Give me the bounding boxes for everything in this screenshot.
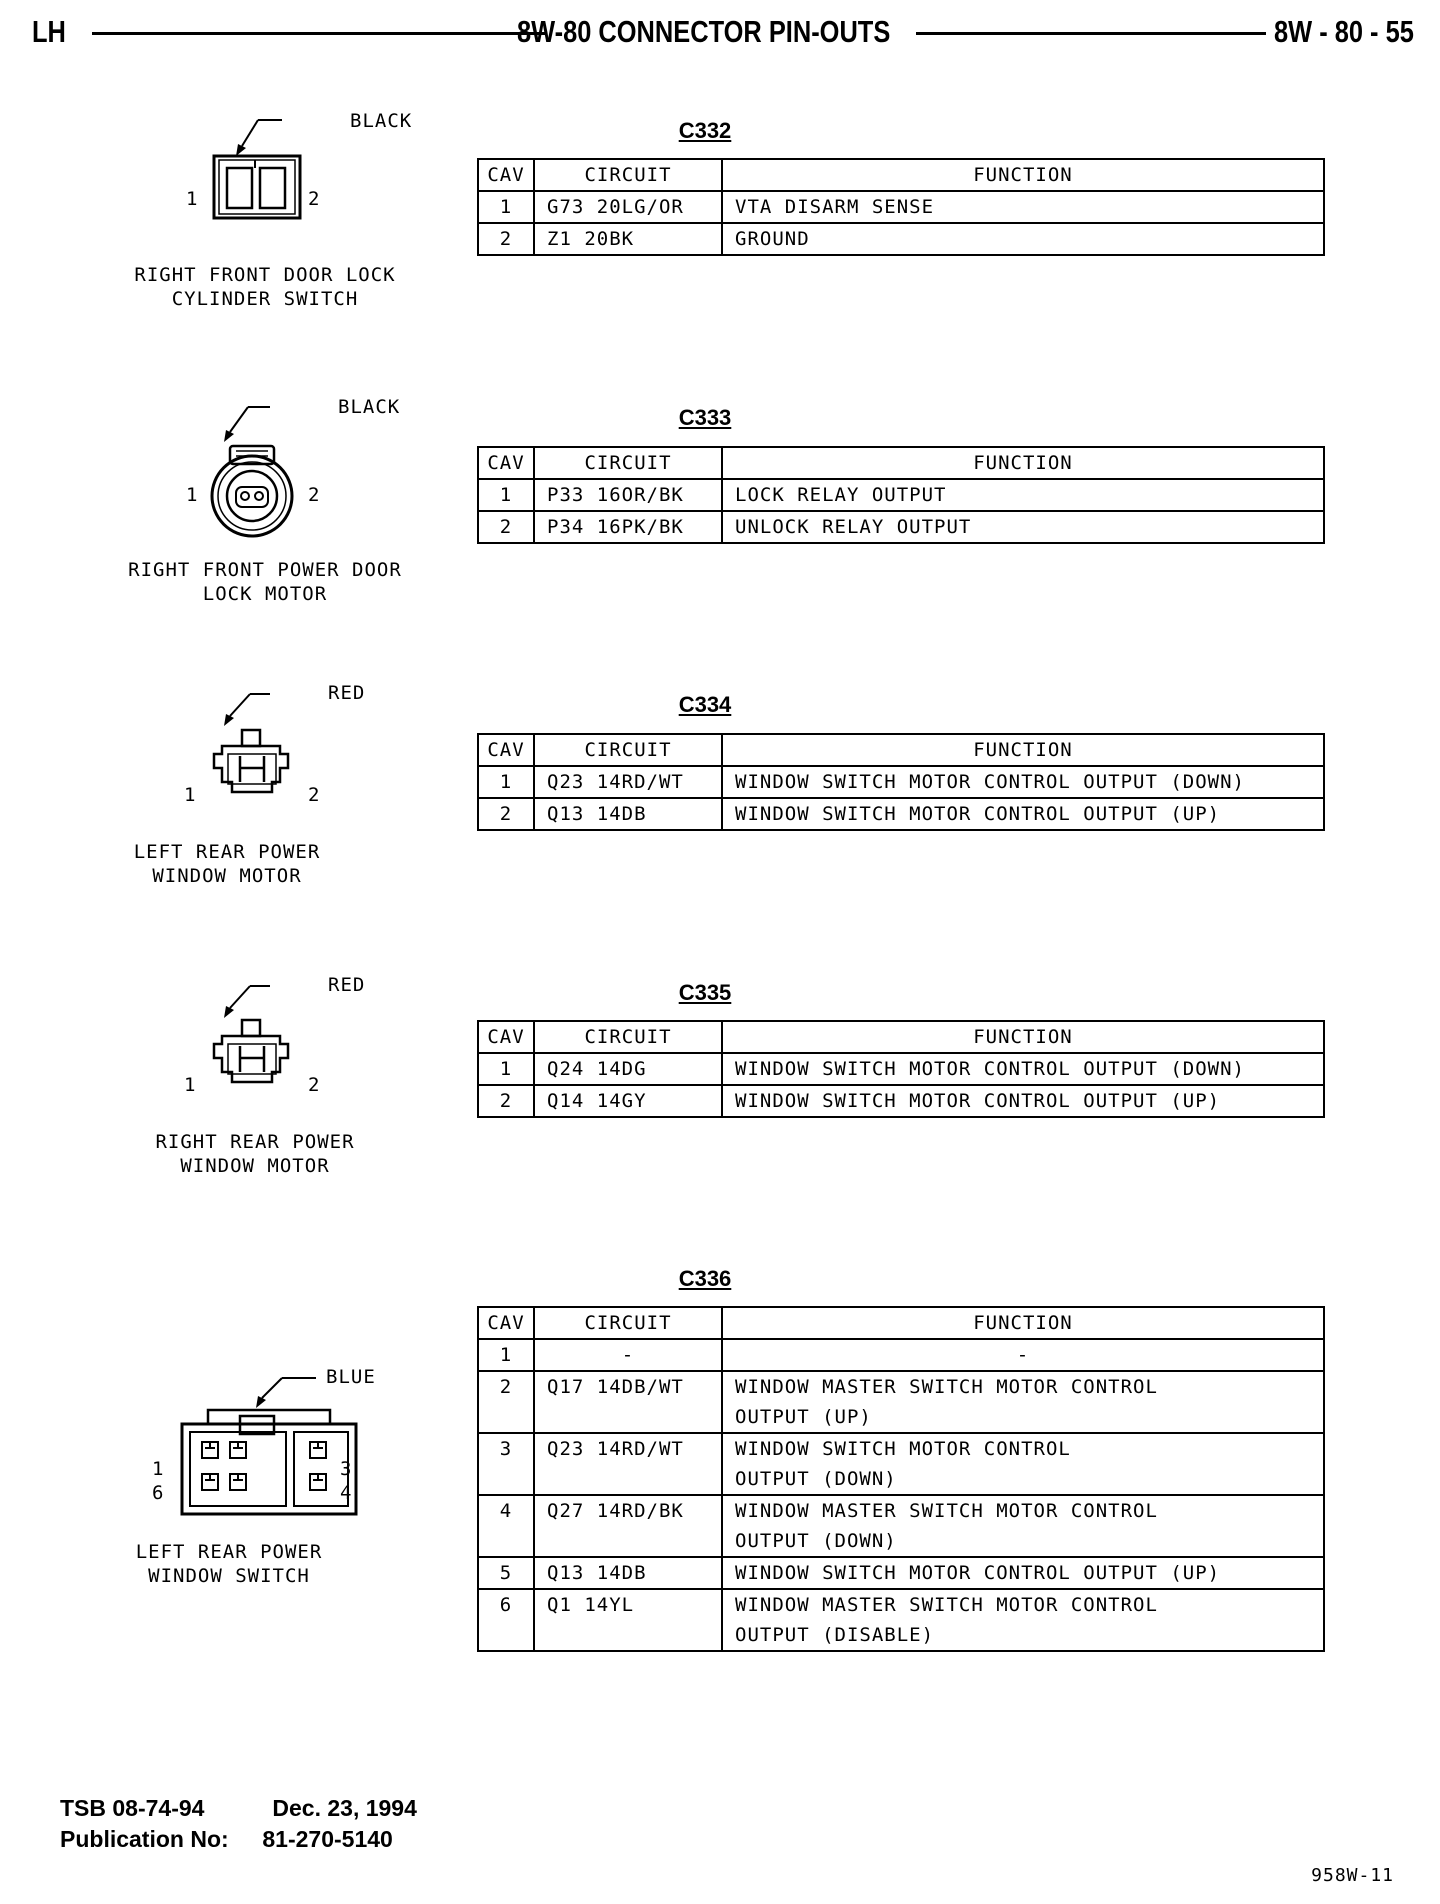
cell-function: WINDOW SWITCH MOTOR CONTROL OUTPUT (UP) [722,1557,1324,1589]
table-header-row [478,734,1324,766]
table-row [478,191,1324,223]
pinout-table-c332 [477,158,1325,256]
cell-function: LOCK RELAY OUTPUT [722,479,1324,511]
connector-c333-diagram [90,396,440,616]
cell-cav: 2 [478,1371,534,1433]
connector-id: C335 [678,980,732,1005]
pinout-table-c336 [477,1306,1325,1652]
cell-function-line1: WINDOW MASTER SWITCH MOTOR CONTROL [735,1594,1158,1616]
pinout-table-c334 [477,733,1325,831]
col-header-cav: CAV [478,1021,534,1053]
table-row [478,1589,1324,1651]
cell-circuit: Z1 20BK [534,223,722,255]
cell-function [722,1495,1324,1557]
table-header-row [478,159,1324,191]
table-row [478,1085,1324,1117]
table-row [478,1495,1324,1557]
pin-label-right: 2 [308,484,320,506]
cell-function-line1: WINDOW SWITCH MOTOR CONTROL [735,1438,1071,1460]
table-row [478,223,1324,255]
cell-function: UNLOCK RELAY OUTPUT [722,511,1324,543]
cell-cav: 2 [478,798,534,830]
pin-label-left: 1 [186,484,198,506]
header-rule-left [92,32,546,35]
connector-color-label: BLUE [326,1366,376,1388]
cell-cav: 2 [478,1085,534,1117]
col-header-circuit: CIRCUIT [534,1021,722,1053]
cell-cav: 3 [478,1433,534,1495]
connector-name-line1: RIGHT FRONT DOOR LOCK [134,264,396,286]
connector-color-label: RED [328,974,366,996]
connector-name-line2: LOCK MOTOR [202,583,328,605]
table-row [478,1339,1324,1371]
cell-function: WINDOW SWITCH MOTOR CONTROL OUTPUT (DOWN) [722,1053,1324,1085]
cell-circuit: Q23 14RD/WT [534,1433,722,1495]
pin-label-3: 3 [340,1458,352,1480]
table-header-row [478,1021,1324,1053]
cell-function-line2: OUTPUT (UP) [735,1406,872,1428]
cell-cav: 1 [478,1053,534,1085]
cell-function-line1: WINDOW MASTER SWITCH MOTOR CONTROL [735,1376,1158,1398]
pin-label-right: 2 [308,1074,320,1096]
page-footer [60,1793,417,1855]
publication-label: Publication No: [60,1826,229,1852]
connector-id: C336 [678,1266,732,1291]
pin-label-6: 6 [152,1482,164,1504]
col-header-cav: CAV [478,734,534,766]
cell-circuit: G73 20LG/OR [534,191,722,223]
cell-circuit: Q24 14DG [534,1053,722,1085]
table-row [478,1053,1324,1085]
connector-name [90,558,440,606]
pin-label-1: 1 [152,1458,164,1480]
cell-circuit: - [534,1339,722,1371]
publication-date: Dec. 23, 1994 [272,1795,417,1821]
table-header-row [478,447,1324,479]
connector-c336-diagram [90,1362,440,1602]
connector-id: C334 [678,692,732,717]
connector-name-line1: LEFT REAR POWER [133,841,321,863]
cell-circuit: P34 16PK/BK [534,511,722,543]
pinout-table-c333 [477,446,1325,544]
connector-name-line1: RIGHT FRONT POWER DOOR [128,559,402,581]
connector-name-line2: WINDOW MOTOR [152,865,302,887]
cell-cav: 2 [478,223,534,255]
cell-cav: 5 [478,1557,534,1589]
table-row [478,1557,1324,1589]
col-header-circuit: CIRCUIT [534,1307,722,1339]
cell-circuit: P33 16OR/BK [534,479,722,511]
connector-name [80,1130,430,1178]
header-rule-right [916,32,1266,35]
col-header-function: FUNCTION [722,447,1324,479]
table-header-row [478,1307,1324,1339]
header-left: LH [32,14,66,49]
cell-cav: 6 [478,1589,534,1651]
cell-function: WINDOW SWITCH MOTOR CONTROL OUTPUT (UP) [722,798,1324,830]
pin-label-right: 2 [308,188,320,210]
publication-number: 81-270-5140 [262,1826,393,1852]
pin-label-left: 1 [184,1074,196,1096]
table-row [478,1433,1324,1495]
connector-name-line2: WINDOW MOTOR [180,1155,330,1177]
connector-name [90,263,440,311]
connector-c335-diagram [90,974,440,1194]
cell-function [722,1433,1324,1495]
connector-color-label: BLACK [338,396,401,418]
page-header [32,12,1414,52]
cell-function-line2: OUTPUT (DISABLE) [735,1624,935,1646]
table-row [478,798,1324,830]
table-row [478,511,1324,543]
col-header-cav: CAV [478,1307,534,1339]
cell-circuit: Q13 14DB [534,798,722,830]
connector-id: C332 [678,118,732,143]
col-header-circuit: CIRCUIT [534,734,722,766]
cell-cav: 2 [478,511,534,543]
cell-cav: 1 [478,479,534,511]
connector-name-line2: CYLINDER SWITCH [171,288,359,310]
col-header-function: FUNCTION [722,1307,1324,1339]
connector-name-line1: RIGHT REAR POWER [155,1131,355,1153]
col-header-function: FUNCTION [722,734,1324,766]
pin-label-4: 4 [340,1482,352,1504]
connector-name-line1: LEFT REAR POWER [135,1541,323,1563]
col-header-cav: CAV [478,159,534,191]
cell-function: WINDOW SWITCH MOTOR CONTROL OUTPUT (UP) [722,1085,1324,1117]
cell-function-line1: WINDOW MASTER SWITCH MOTOR CONTROL [735,1500,1158,1522]
page-code: 958W-11 [1311,1865,1394,1886]
connector-id: C333 [678,405,732,430]
table-row [478,766,1324,798]
cell-function: VTA DISARM SENSE [722,191,1324,223]
connector-name [54,1540,404,1588]
connector-color-label: BLACK [350,110,413,132]
connector-color-label: RED [328,682,366,704]
col-header-circuit: CIRCUIT [534,159,722,191]
cell-circuit: Q27 14RD/BK [534,1495,722,1557]
cell-circuit: Q1 14YL [534,1589,722,1651]
cell-cav: 1 [478,191,534,223]
cell-function: GROUND [722,223,1324,255]
connector-name-line2: WINDOW SWITCH [148,1565,310,1587]
table-row [478,1371,1324,1433]
cell-function [722,1371,1324,1433]
connector-c332-diagram [90,100,440,320]
pin-label-left: 1 [186,188,198,210]
connector-name [52,840,402,888]
cell-function-line2: OUTPUT (DOWN) [735,1530,897,1552]
cell-cav: 1 [478,766,534,798]
pin-label-left: 1 [184,784,196,806]
table-row [478,479,1324,511]
tsb-number: TSB 08-74-94 [60,1795,205,1821]
col-header-function: FUNCTION [722,159,1324,191]
cell-cav: 1 [478,1339,534,1371]
cell-function: WINDOW SWITCH MOTOR CONTROL OUTPUT (DOWN) [722,766,1324,798]
cell-function-line2: OUTPUT (DOWN) [735,1468,897,1490]
cell-circuit: Q23 14RD/WT [534,766,722,798]
pinout-table-c335 [477,1020,1325,1118]
cell-cav: 4 [478,1495,534,1557]
col-header-cav: CAV [478,447,534,479]
cell-function [722,1589,1324,1651]
header-title: 8W-80 CONNECTOR PIN-OUTS [517,14,891,49]
header-page-number: 8W - 80 - 55 [1274,14,1414,49]
col-header-function: FUNCTION [722,1021,1324,1053]
cell-circuit: Q13 14DB [534,1557,722,1589]
connector-c334-diagram [90,682,440,902]
pin-label-right: 2 [308,784,320,806]
cell-circuit: Q17 14DB/WT [534,1371,722,1433]
cell-function: - [722,1339,1324,1371]
col-header-circuit: CIRCUIT [534,447,722,479]
cell-circuit: Q14 14GY [534,1085,722,1117]
